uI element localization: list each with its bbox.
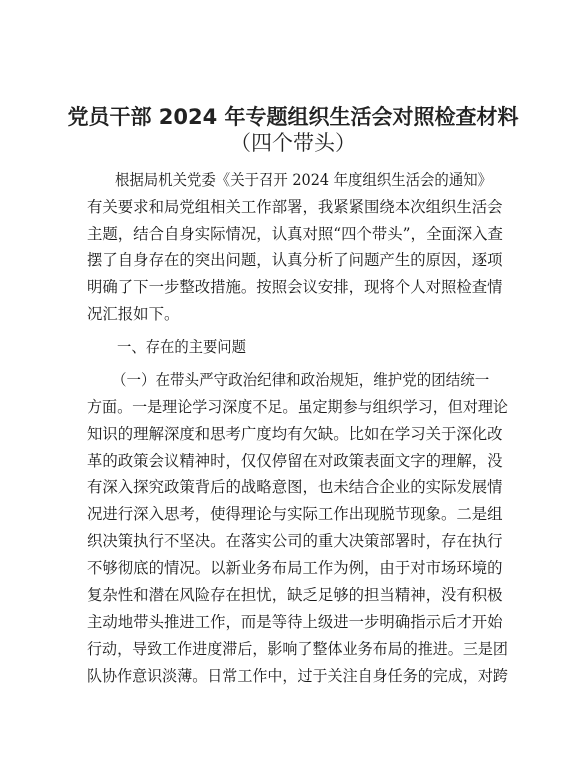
paragraph-line: （一）在带头严守政治纪律和政治规矩，维护党的团结统一 <box>112 371 490 389</box>
paragraph-line: 根据局机关党委《关于召开 2024 年度组织生活会的通知》 <box>115 171 493 189</box>
paragraph-line: 不够彻底的情况。以新业务布局工作为例，由于对市场环境的 <box>87 559 503 577</box>
paragraph-line: 摆了自身存在的突出问题，认真分析了问题产生的原因，逐项 <box>87 251 503 269</box>
paragraph-line: 况进行深入思考，使得理论与实际工作出现脱节现象。二是组 <box>87 505 503 523</box>
paragraph-line: 革的政策会议精神时，仅仅停留在对政策表面文字的理解，没 <box>87 452 503 470</box>
paragraph-line: 况汇报如下。 <box>87 305 180 323</box>
paragraph-line: 有关要求和局党组相关工作部署，我紧紧围绕本次组织生活会 <box>87 198 503 216</box>
paragraph-line: 织决策执行不坚决。在落实公司的重大决策部署时，存在执行 <box>87 532 503 550</box>
paragraph-line: 有深入探究政策背后的战略意图，也未结合企业的实际发展情 <box>87 478 503 496</box>
paragraph-line: 主题，结合自身实际情况，认真对照“四个带头”，全面深入查 <box>87 225 503 243</box>
paragraph-line: 明确了下一步整改措施。按照会议安排，现将个人对照检查情 <box>87 278 503 296</box>
paragraph-line: 行动，导致工作进度滞后，影响了整体业务布局的推进。三是团 <box>87 640 508 658</box>
paragraph-line: 知识的理解深度和思考广度均有欠缺。比如在学习关于深化改 <box>87 425 503 443</box>
paragraph-line: 队协作意识淡薄。日常工作中，过于关注自身任务的完成，对跨 <box>87 667 508 685</box>
paragraph-line: 主动地带头推进工作，而是等待上级进一步明确指示后才开始 <box>87 613 503 631</box>
paragraph-line: 方面。一是理论学习深度不足。虽定期参与组织学习，但对理论 <box>87 398 508 416</box>
document-title: 党员干部 2024 年专题组织生活会对照检查材料 <box>67 105 519 129</box>
paragraph-line: 复杂性和潜在风险存在担忧，缺乏足够的担当精神，没有积极 <box>87 586 503 604</box>
section-heading: 一、存在的主要问题 <box>117 338 246 356</box>
document-subtitle: （四个带头） <box>230 131 356 155</box>
